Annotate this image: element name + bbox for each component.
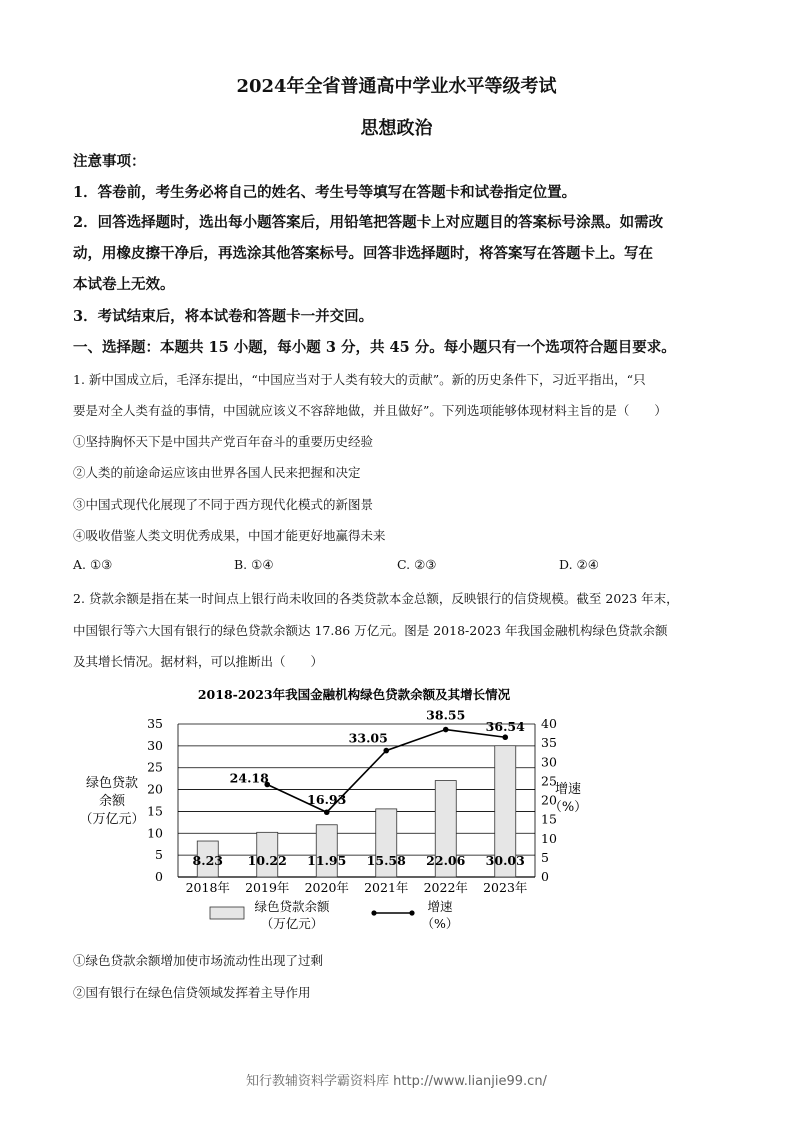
x-tick-label-2: 2020年: [304, 880, 349, 895]
q1-stem-line-2: 要是对全人类有益的事情，中国就应该义不容辞地做，并且做好”。下列选项能够体现材料主旨的是（ ）: [73, 403, 667, 418]
y2-axis-label-line-1: 增速: [554, 782, 582, 797]
x-tick-label-0: 2018年: [185, 880, 230, 895]
y-tick-label-4: 20: [147, 781, 163, 797]
bar-value-label-5: 30.03: [485, 853, 525, 868]
y-tick-label-6: 30: [147, 737, 163, 753]
notice-item-2-line-2: 动，用橡皮擦干净后，再选涂其他答案标号。回答非选择题时，将答案写在答题卡上。写在: [73, 245, 653, 262]
section-1-heading: 一、选择题：本题共 15 小题，每小题 3 分，共 45 分。每小题只有一个选项符合题目要求。: [73, 339, 676, 356]
legend-line-marker-right: [409, 910, 414, 915]
x-tick-label-3: 2021年: [364, 880, 409, 895]
q2-statement-1: ①绿色贷款余额增加使市场流动性出现了过剩: [73, 953, 324, 968]
green-loan-chart: [0, 675, 793, 945]
y-tick-label-2: 10: [147, 825, 163, 841]
subject-title: 思想政治: [360, 118, 433, 139]
legend-line-label-line-1: 增速: [427, 899, 453, 914]
q1-option-b: B. ①④: [234, 557, 274, 572]
legend-bar-swatch: [210, 907, 244, 919]
x-tick-label-4: 2022年: [423, 880, 468, 895]
growth-point-1: [324, 809, 330, 815]
growth-value-label-4: 36.54: [485, 719, 525, 735]
q1-statement-2: ②人类的前途命运应该由世界各国人民来把握和决定: [73, 465, 361, 480]
x-tick-label-1: 2019年: [245, 880, 290, 895]
q1-statement-4: ④吸收借鉴人类文明优秀成果，中国才能更好地赢得未来: [73, 528, 386, 543]
y-tick-label-0: 0: [155, 869, 163, 884]
y2-tick-label-4: 20: [541, 792, 557, 808]
q2-statement-2: ②国有银行在绿色信贷领域发挥着主导作用: [73, 985, 311, 1000]
y-tick-label-5: 25: [147, 759, 163, 775]
y-axis-label-line-1: 绿色贷款: [85, 776, 139, 791]
y-tick-label-3: 15: [147, 803, 163, 819]
q1-statement-3: ③中国式现代化展现了不同于西方现代化模式的新图景: [73, 497, 374, 512]
chart-title: 2018-2023年我国金融机构绿色贷款余额及其增长情况: [197, 687, 511, 702]
y2-tick-label-2: 10: [541, 830, 557, 846]
legend-line-label-line-2: （%）: [421, 916, 459, 931]
growth-point-3: [443, 727, 449, 733]
notice-item-2-line-1: 2．回答选择题时，选出每小题答案后，用铅笔把答题卡上对应题目的答案标号涂黑。如需改: [73, 214, 664, 231]
y2-tick-label-0: 0: [541, 869, 549, 884]
notice-item-3: 3．考试结束后，将本试卷和答题卡一并交回。: [73, 308, 374, 325]
y2-tick-label-8: 40: [541, 716, 557, 731]
y-tick-label-7: 35: [147, 716, 163, 731]
q1-option-a: A. ①③: [73, 557, 113, 572]
footer-watermark: 知行教辅资料学霸资料库 http://www.lianjie99.cn/: [246, 1074, 547, 1089]
notice-heading: 注意事项：: [73, 153, 146, 170]
y2-tick-label-3: 15: [541, 811, 557, 827]
y2-tick-label-1: 5: [541, 849, 549, 865]
y2-tick-label-5: 25: [541, 773, 557, 789]
y-axis-label-line-2: 余额: [98, 794, 126, 809]
legend-line-marker-left: [371, 910, 376, 915]
legend-bar-label-line-2: （万亿元）: [260, 916, 324, 931]
bar-value-label-3: 15.58: [366, 853, 406, 868]
growth-point-2: [383, 748, 389, 754]
bar-value-label-1: 10.22: [247, 853, 287, 868]
y2-tick-label-6: 30: [541, 754, 557, 770]
notice-item-1: 1．答卷前，考生务必将自己的姓名、考生号等填写在答题卡和试卷指定位置。: [73, 184, 577, 201]
growth-value-label-1: 16.93: [307, 792, 347, 808]
q2-stem-line-3: 及其增长情况。据材料，可以推断出（ ）: [73, 654, 324, 669]
legend-bar-label-line-1: 绿色贷款余额: [254, 899, 330, 914]
q2-stem-line-1: 2. 贷款余额是指在某一时间点上银行尚未收回的各类贷款本金总额，反映银行的信贷规模。截至 2023 年末，: [73, 591, 679, 606]
growth-value-label-0: 24.18: [229, 770, 269, 786]
bar-value-label-0: 8.23: [192, 853, 223, 868]
y2-axis-label-line-2: （%）: [548, 800, 588, 815]
q1-option-c: C. ②③: [397, 557, 437, 572]
growth-value-label-2: 33.05: [348, 730, 388, 746]
exam-title: 2024年全省普通高中学业水平等级考试: [236, 76, 557, 97]
bar-value-label-2: 11.95: [307, 853, 347, 868]
chart-gridlines: [178, 724, 535, 877]
bar-value-label-4: 22.06: [426, 853, 466, 868]
growth-value-label-3: 38.55: [426, 707, 466, 723]
x-tick-label-5: 2023年: [483, 880, 528, 895]
y-axis-label-line-3: （万亿元）: [79, 812, 145, 827]
q1-stem-line-1: 1. 新中国成立后，毛泽东提出，“中国应当对于人类有较大的贡献”。新的历史条件下，习近平指出，“只: [73, 372, 646, 387]
bar-2: [316, 825, 337, 877]
growth-point-4: [502, 734, 508, 740]
q1-statement-1: ①坚持胸怀天下是中国共产党百年奋斗的重要历史经验: [73, 434, 374, 449]
notice-item-2-line-3: 本试卷上无效。: [73, 276, 175, 293]
q1-option-d: D. ②④: [559, 557, 599, 572]
y-tick-label-1: 5: [155, 847, 163, 863]
y2-tick-label-7: 35: [541, 735, 557, 751]
q2-stem-line-2: 中国银行等六大国有银行的绿色贷款余额达 17.86 万亿元。图是 2018-2023 年我国金融机构绿色贷款余额: [73, 623, 668, 638]
